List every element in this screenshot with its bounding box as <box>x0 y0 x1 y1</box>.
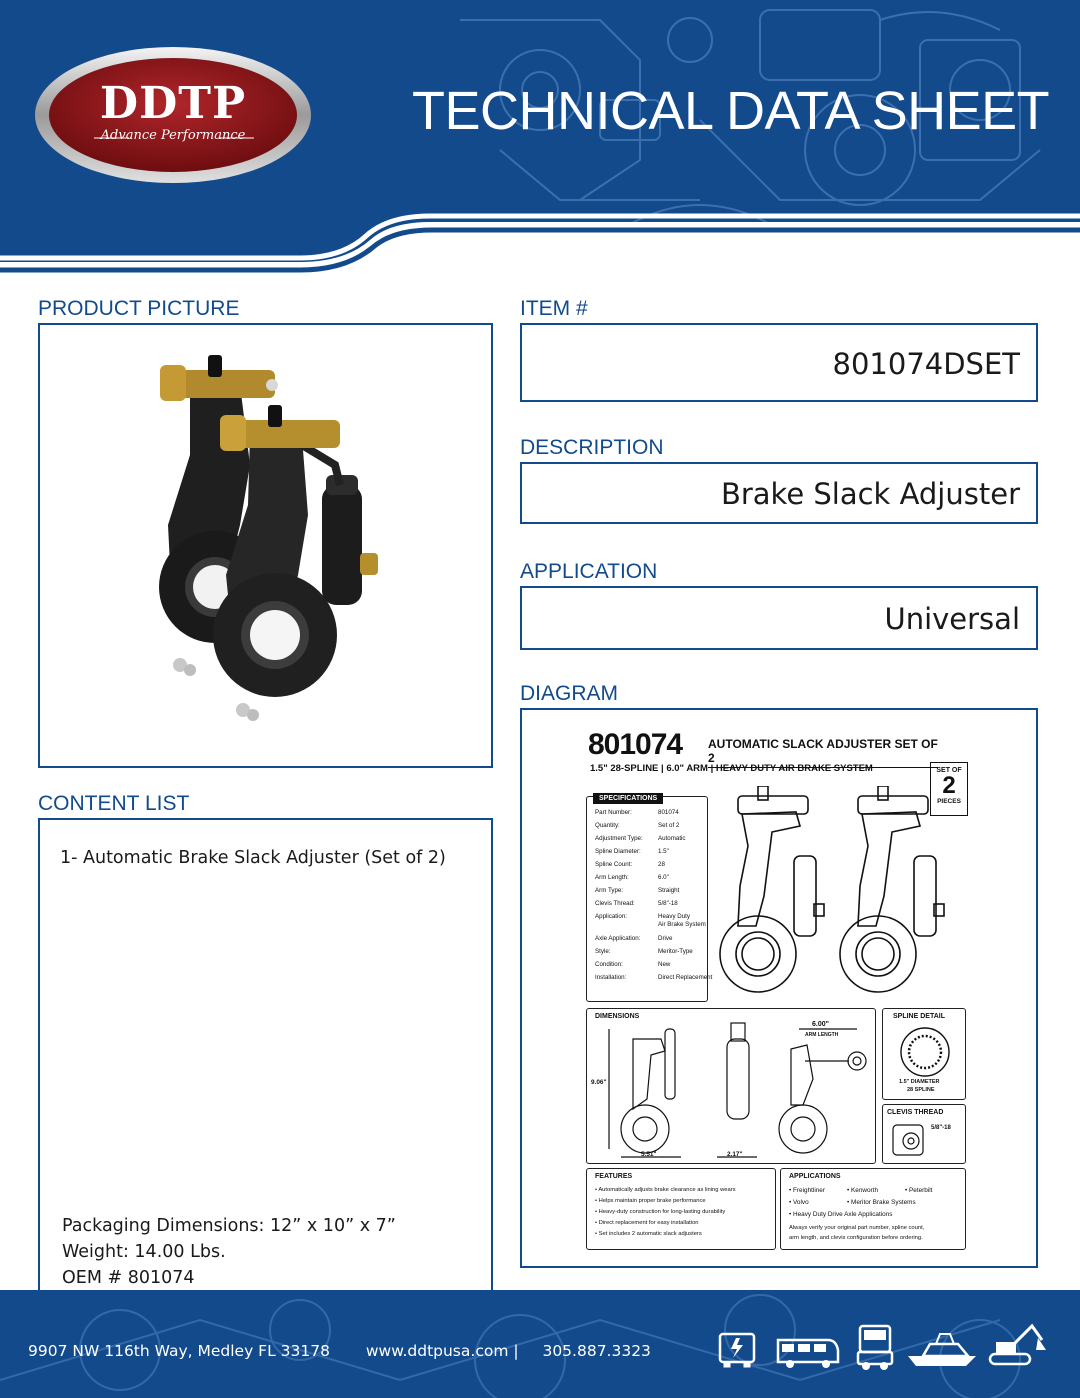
application-item: • Meritor Brake Systems <box>847 1199 916 1206</box>
spec-row <box>595 809 679 816</box>
spec-label: Adjustment Type: <box>595 835 643 842</box>
feature-item: • Heavy-duty construction for long-lasting durability <box>595 1209 726 1215</box>
diagram-spec-line: 1.5" 28-SPLINE | 6.0" ARM | HEAVY DUTY AIR BRAKE SYSTEM <box>590 763 873 774</box>
feature-item: • Direct replacement for easy installation <box>595 1220 699 1226</box>
spec-value: 801074 <box>658 809 679 816</box>
spec-row <box>595 848 669 855</box>
spec-value: 1.5" <box>658 848 669 855</box>
feature-item: • Automatically adjusts brake clearance as lining wears <box>595 1187 736 1193</box>
spec-label: Installation: <box>595 974 627 981</box>
applications-note: arm length, and clevis configuration before ordering. <box>789 1235 923 1241</box>
dim-width: 5.51" <box>641 1151 657 1158</box>
spec-label: Quantity: <box>595 822 620 829</box>
spec-label: Clevis Thread: <box>595 900 635 907</box>
spec-label: Style: <box>595 948 611 955</box>
truck-icon <box>858 1326 892 1370</box>
spline-detail-panel <box>882 1008 966 1100</box>
specifications-panel <box>586 795 713 1002</box>
spec-value: Straight <box>658 887 680 894</box>
application-label: APPLICATION <box>520 560 658 583</box>
generator-icon <box>720 1334 754 1367</box>
description-value: Brake Slack Adjuster <box>720 477 1020 511</box>
set-count: 2 <box>942 772 956 799</box>
spec-label: Spline Count: <box>595 861 633 868</box>
spec-row <box>595 835 686 842</box>
dim-height: 9.06" <box>591 1079 607 1086</box>
spec-label: Application: <box>595 913 627 920</box>
content-item: 1- Automatic Brake Slack Adjuster (Set of 2) <box>60 848 446 868</box>
item-number: 801074DSET <box>832 347 1020 381</box>
spec-value: Set of 2 <box>658 822 680 829</box>
spec-label: Spline Diameter: <box>595 848 641 855</box>
bus-icon <box>778 1340 838 1368</box>
spec-row <box>595 874 669 881</box>
spec-label: Part Number: <box>595 809 632 816</box>
features-panel <box>586 1168 776 1250</box>
spec-value: Heavy Duty <box>658 913 690 920</box>
spec-row <box>595 974 713 981</box>
spec-value: 5/8"-18 <box>658 900 678 907</box>
spec-value: 28 <box>658 861 665 868</box>
packaging-dimensions: Packaging Dimensions: 12” x 10” x 7” <box>62 1216 396 1236</box>
spline-caption-diameter: 1.5" DIAMETER <box>899 1079 940 1085</box>
diagram-box <box>520 708 1038 1268</box>
spec-label: Axle Application: <box>595 935 641 942</box>
header-banner <box>0 0 1080 290</box>
application-item: • Peterbilt <box>905 1187 933 1194</box>
ddtp-logo <box>34 46 312 184</box>
spec-row <box>595 948 693 955</box>
application-item: • Freightliner <box>789 1187 825 1194</box>
dim-arm-label: ARM LENGTH <box>805 1032 839 1038</box>
spec-value: Air Brake System <box>658 921 706 928</box>
spec-row <box>595 887 680 894</box>
spec-value: Meritor-Type <box>658 948 693 955</box>
spline-caption-count: 28 SPLINE <box>907 1087 935 1093</box>
spec-value: Drive <box>658 935 673 942</box>
spec-row <box>595 961 671 968</box>
applications-panel <box>780 1168 966 1250</box>
set-pieces-label: PIECES <box>937 798 961 805</box>
spec-value: Direct Replacement <box>658 974 713 981</box>
clevis-thread-value: 5/8"-18 <box>931 1125 951 1131</box>
dimensions-title: DIMENSIONS <box>595 1013 640 1020</box>
spec-row <box>595 822 680 829</box>
spec-value: Automatic <box>658 835 686 842</box>
features-title: FEATURES <box>595 1173 633 1180</box>
product-picture-label: PRODUCT PICTURE <box>38 297 240 320</box>
spec-row <box>595 900 678 907</box>
slack-adjuster-photo <box>40 325 491 766</box>
description-box <box>520 462 1038 524</box>
application-item: • Kenworth <box>847 1187 879 1194</box>
spec-label: Arm Type: <box>595 887 624 894</box>
spec-value: 6.0" <box>658 874 669 881</box>
feature-item: • Helps maintain proper brake performance <box>595 1198 706 1204</box>
weight: Weight: 14.00 Lbs. <box>62 1242 226 1262</box>
oem-number: OEM # 801074 <box>62 1268 195 1288</box>
applications-title: APPLICATIONS <box>789 1173 841 1180</box>
description-label: DESCRIPTION <box>520 436 664 459</box>
product-picture-box <box>38 323 493 768</box>
item-label: ITEM # <box>520 297 588 320</box>
spec-label: Condition: <box>595 961 623 968</box>
spline-icon <box>895 1025 955 1079</box>
spec-value: New <box>658 961 671 968</box>
logo-brand-text: DDTP <box>99 78 247 129</box>
set-of-label: SET OF <box>936 767 962 774</box>
spec-row <box>595 935 673 942</box>
applications-note: Always verify your original part number, spline count, <box>789 1225 925 1231</box>
application-item: • Heavy Duty Drive Axle Applications <box>789 1211 893 1218</box>
footer-website-link[interactable]: www.ddtpusa.com | <box>365 1342 519 1360</box>
feature-item: • Set includes 2 automatic slack adjusters <box>595 1231 702 1237</box>
yacht-icon <box>908 1334 976 1366</box>
specifications-title: SPECIFICATIONS <box>593 793 663 804</box>
spline-detail-title: SPLINE DETAIL <box>893 1013 945 1020</box>
page-title: TECHNICAL DATA SHEET <box>412 81 1050 141</box>
diagram-label: DIAGRAM <box>520 682 619 705</box>
clevis-thread-panel <box>882 1104 966 1164</box>
application-item: • Volvo <box>789 1199 809 1206</box>
content-list-label: CONTENT LIST <box>38 792 190 815</box>
footer <box>0 1290 1080 1398</box>
content-list-box <box>38 818 493 1294</box>
excavator-icon <box>990 1326 1046 1364</box>
footer-phone[interactable]: 305.887.3323 <box>542 1342 651 1360</box>
vehicle-icons <box>718 1320 1048 1376</box>
clevis-icon <box>889 1121 929 1161</box>
dimensions-panel <box>586 1008 876 1164</box>
application-box <box>520 586 1038 650</box>
adjuster-line-drawing <box>718 786 968 1008</box>
diagram-part-number: 801074 <box>588 728 683 761</box>
spec-label: Arm Length: <box>595 874 629 881</box>
diagram-subtitle: AUTOMATIC SLACK ADJUSTER SET OF 2 <box>708 737 938 768</box>
item-box <box>520 323 1038 402</box>
dim-arm: 6.00" <box>812 1021 829 1028</box>
footer-contact <box>28 1342 651 1360</box>
dim-depth: 2.17" <box>727 1151 743 1158</box>
logo-tagline: Advance Performance <box>100 128 246 143</box>
spec-row <box>595 861 665 868</box>
application-value: Universal <box>884 602 1020 636</box>
spec-row <box>595 913 690 920</box>
clevis-thread-title: CLEVIS THREAD <box>887 1109 944 1116</box>
footer-address: 9907 NW 116th Way, Medley FL 33178 <box>28 1342 330 1360</box>
